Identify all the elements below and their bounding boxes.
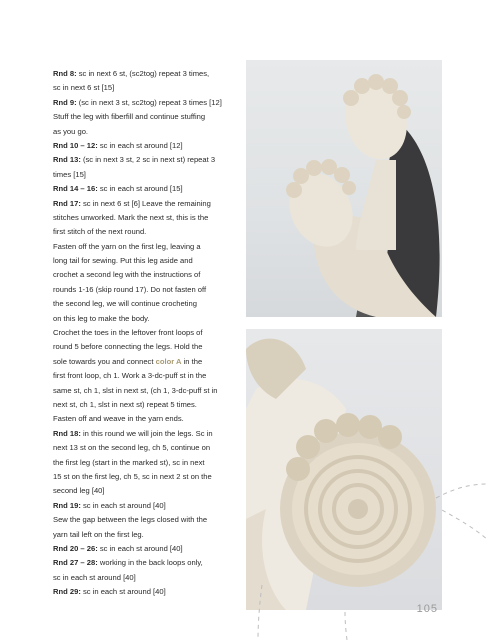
- instruction-line: [53, 470, 243, 484]
- instruction-line: [53, 125, 243, 139]
- instruction-text: Stuff the leg with fiberfill and continue stuffing: [53, 112, 206, 122]
- instruction-line: [53, 312, 243, 326]
- instruction-line: [53, 571, 243, 585]
- photo-crochet-feet-top: [246, 60, 442, 317]
- instruction-text: next st, ch 1, slst in next st) repeat 5 times.: [53, 399, 197, 409]
- instruction-text: in the: [181, 356, 203, 366]
- instruction-text: sc in each st around [15]: [97, 184, 183, 194]
- instruction-line: [53, 556, 243, 570]
- instruction-line: [53, 168, 243, 182]
- instruction-text: sc in each st around [40]: [80, 500, 166, 510]
- round-label: Rnd 27 – 28:: [53, 558, 98, 568]
- round-label: Rnd 20 – 26:: [53, 543, 98, 553]
- instruction-text: yarn tail left on the first leg.: [53, 529, 144, 539]
- instruction-text: on this leg to make the body.: [53, 313, 150, 323]
- instruction-text: as you go.: [53, 126, 89, 136]
- instruction-text: sc in next 6 st [15]: [53, 83, 115, 93]
- instruction-text: crochet a second leg with the instructions of: [53, 270, 201, 280]
- instruction-line: [53, 585, 243, 599]
- round-label: Rnd 9:: [53, 97, 77, 107]
- instruction-text: first front loop, ch 1. Work a 3-dc-puff st in the: [53, 371, 207, 381]
- instruction-line: [53, 441, 243, 455]
- instruction-text: Fasten off the yarn on the first leg, leaving a: [53, 241, 201, 251]
- instruction-text: sc in each st around [40]: [97, 543, 183, 553]
- instruction-text: sc in each st around [12]: [97, 140, 183, 150]
- instruction-line: [53, 340, 243, 354]
- instruction-line: [53, 499, 243, 513]
- instruction-text: sc in next 6 st, (sc2tog) repeat 3 times,: [76, 69, 210, 78]
- instruction-text: sole towards you and connect: [53, 356, 156, 366]
- instruction-line: [53, 182, 243, 196]
- instruction-text: (sc in next 3 st, 2 sc in next st) repeat 3: [80, 155, 216, 165]
- round-label: Rnd 14 – 16:: [53, 184, 98, 194]
- round-label: Rnd 18:: [53, 428, 81, 438]
- instruction-text: stitches unworked. Mark the next st, this is the: [53, 212, 209, 222]
- instruction-text: (sc in next 3 st, sc2tog) repeat 3 times [12]: [76, 97, 222, 107]
- instruction-line: [53, 484, 243, 498]
- instruction-text: round 5 before connecting the legs. Hold the: [53, 342, 203, 352]
- instruction-line: [53, 542, 243, 556]
- instruction-line: [53, 240, 243, 254]
- round-label: Rnd 19:: [53, 500, 81, 510]
- instruction-line: [53, 513, 243, 527]
- instruction-line: [53, 110, 243, 124]
- instruction-line: [53, 326, 243, 340]
- instruction-line: [53, 355, 243, 369]
- instruction-line: [53, 67, 243, 81]
- instruction-line: [53, 139, 243, 153]
- photo-crochet-sole-bottom: [246, 329, 442, 610]
- instruction-line: [53, 211, 243, 225]
- instruction-text: 15 st on the first leg, ch 5, sc in next 2 st on the: [53, 471, 212, 481]
- instruction-line: [53, 197, 243, 211]
- instruction-text: sc in next 6 st [6] Leave the remaining: [80, 198, 211, 208]
- round-label: Rnd 13:: [53, 155, 81, 165]
- instruction-line: [53, 456, 243, 470]
- instruction-text: Fasten off and weave in the yarn ends.: [53, 414, 184, 424]
- instruction-line: [53, 528, 243, 542]
- instruction-line: [53, 297, 243, 311]
- instruction-line: [53, 81, 243, 95]
- instruction-text: Sew the gap between the legs closed with the: [53, 515, 208, 525]
- instruction-text: long tail for sewing. Put this leg aside and: [53, 256, 193, 266]
- instruction-text: working in the back loops only,: [97, 558, 203, 568]
- instruction-text: the first leg (start in the marked st), sc in next: [53, 457, 205, 467]
- instruction-text: same st, ch 1, slst in next st, (ch 1, 3-dc-puff st in: [53, 385, 218, 395]
- round-label: Rnd 8:: [53, 69, 77, 78]
- instruction-text: in this round we will join the legs. Sc in: [80, 428, 213, 438]
- round-label: Rnd 17:: [53, 198, 81, 208]
- instruction-line: [53, 427, 243, 441]
- instruction-text: the second leg, we will continue crocheting: [53, 299, 197, 309]
- instruction-text: times [15]: [53, 169, 86, 179]
- instruction-line: [53, 384, 243, 398]
- round-label: Rnd 10 – 12:: [53, 140, 98, 150]
- instruction-line: [53, 283, 243, 297]
- instruction-line: [53, 412, 243, 426]
- instruction-line: [53, 153, 243, 167]
- instruction-text: rounds 1-16 (skip round 17). Do not fasten off: [53, 284, 207, 294]
- instruction-text: second leg [40]: [53, 486, 105, 496]
- instruction-text: sc in each st around [40]: [53, 572, 136, 582]
- instruction-text: next 13 st on the second leg, ch 5, continue on: [53, 443, 211, 453]
- round-label: Rnd 29:: [53, 587, 81, 597]
- instruction-line: [53, 268, 243, 282]
- color-reference: color A: [155, 356, 182, 366]
- instruction-line: [53, 225, 243, 239]
- instruction-line: [53, 369, 243, 383]
- instruction-text: sc in each st around [40]: [80, 587, 166, 597]
- instruction-line: [53, 398, 243, 412]
- instruction-text: Crochet the toes in the leftover front loops of: [53, 328, 203, 338]
- instructions-text: [53, 67, 243, 599]
- instruction-line: [53, 96, 243, 110]
- instruction-line: [53, 254, 243, 268]
- instruction-text: first stitch of the next round.: [53, 227, 147, 237]
- page-number: 105: [416, 603, 438, 615]
